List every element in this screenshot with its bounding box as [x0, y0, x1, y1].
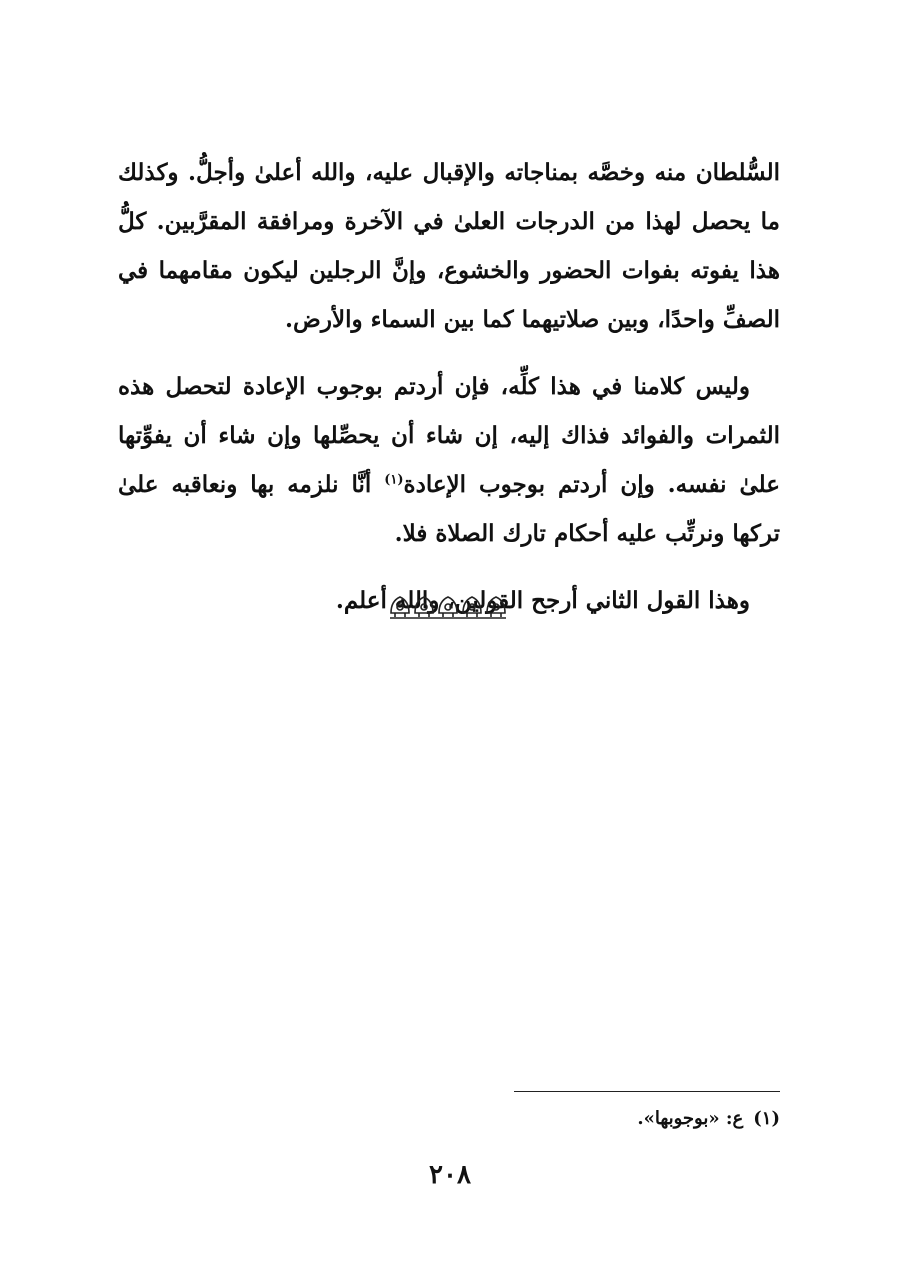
footnote-separator	[514, 1091, 780, 1092]
section-end-ornament	[388, 592, 508, 622]
paragraph-2	[118, 362, 780, 558]
main-text	[118, 148, 780, 625]
paragraph-2-text-b: أنَّا نلزمه بها ونعاقبه علىٰ تركها ونرتِّب عليه أحكام تارك الصلاة فلا.	[118, 471, 780, 547]
paragraph-3: وهذا القول الثاني أرجح القولين، والله أعلم.	[335, 587, 750, 614]
footnote-number: (١)	[753, 1108, 780, 1129]
page-number: ٢٠٨	[429, 1160, 471, 1190]
paragraph-1: السُّلطان منه وخصَّه بمناجاته والإقبال عليه، والله أعلىٰ وأجلُّ. وكذلك ما يحصل لهذا من الدرجات العلىٰ في الآخرة ومرافقة المقرَّبين. كلُّ هذا يفوته بفوات الحضور والخشوع، وإنَّ الرجلين ليكون مقامهما في الصفِّ واحدًا، وبين صلاتيهما كما بين السماء والأرض.	[118, 159, 780, 333]
footnote-reference[interactable]: (١)	[384, 472, 404, 488]
footnote-text: ع: «بوجوبها».	[637, 1108, 744, 1129]
paragraph-2-text-a: وليس كلامنا في هذا كلِّه، فإن أردتم بوجوب الإعادة لتحصل هذه الثمرات والفوائد فذاك إليه، إن شاء أن يحصِّلها وإن شاء أن يفوِّتها علىٰ نفسه. وإن أردتم بوجوب الإعادة	[118, 373, 781, 498]
footnote	[637, 1108, 780, 1129]
